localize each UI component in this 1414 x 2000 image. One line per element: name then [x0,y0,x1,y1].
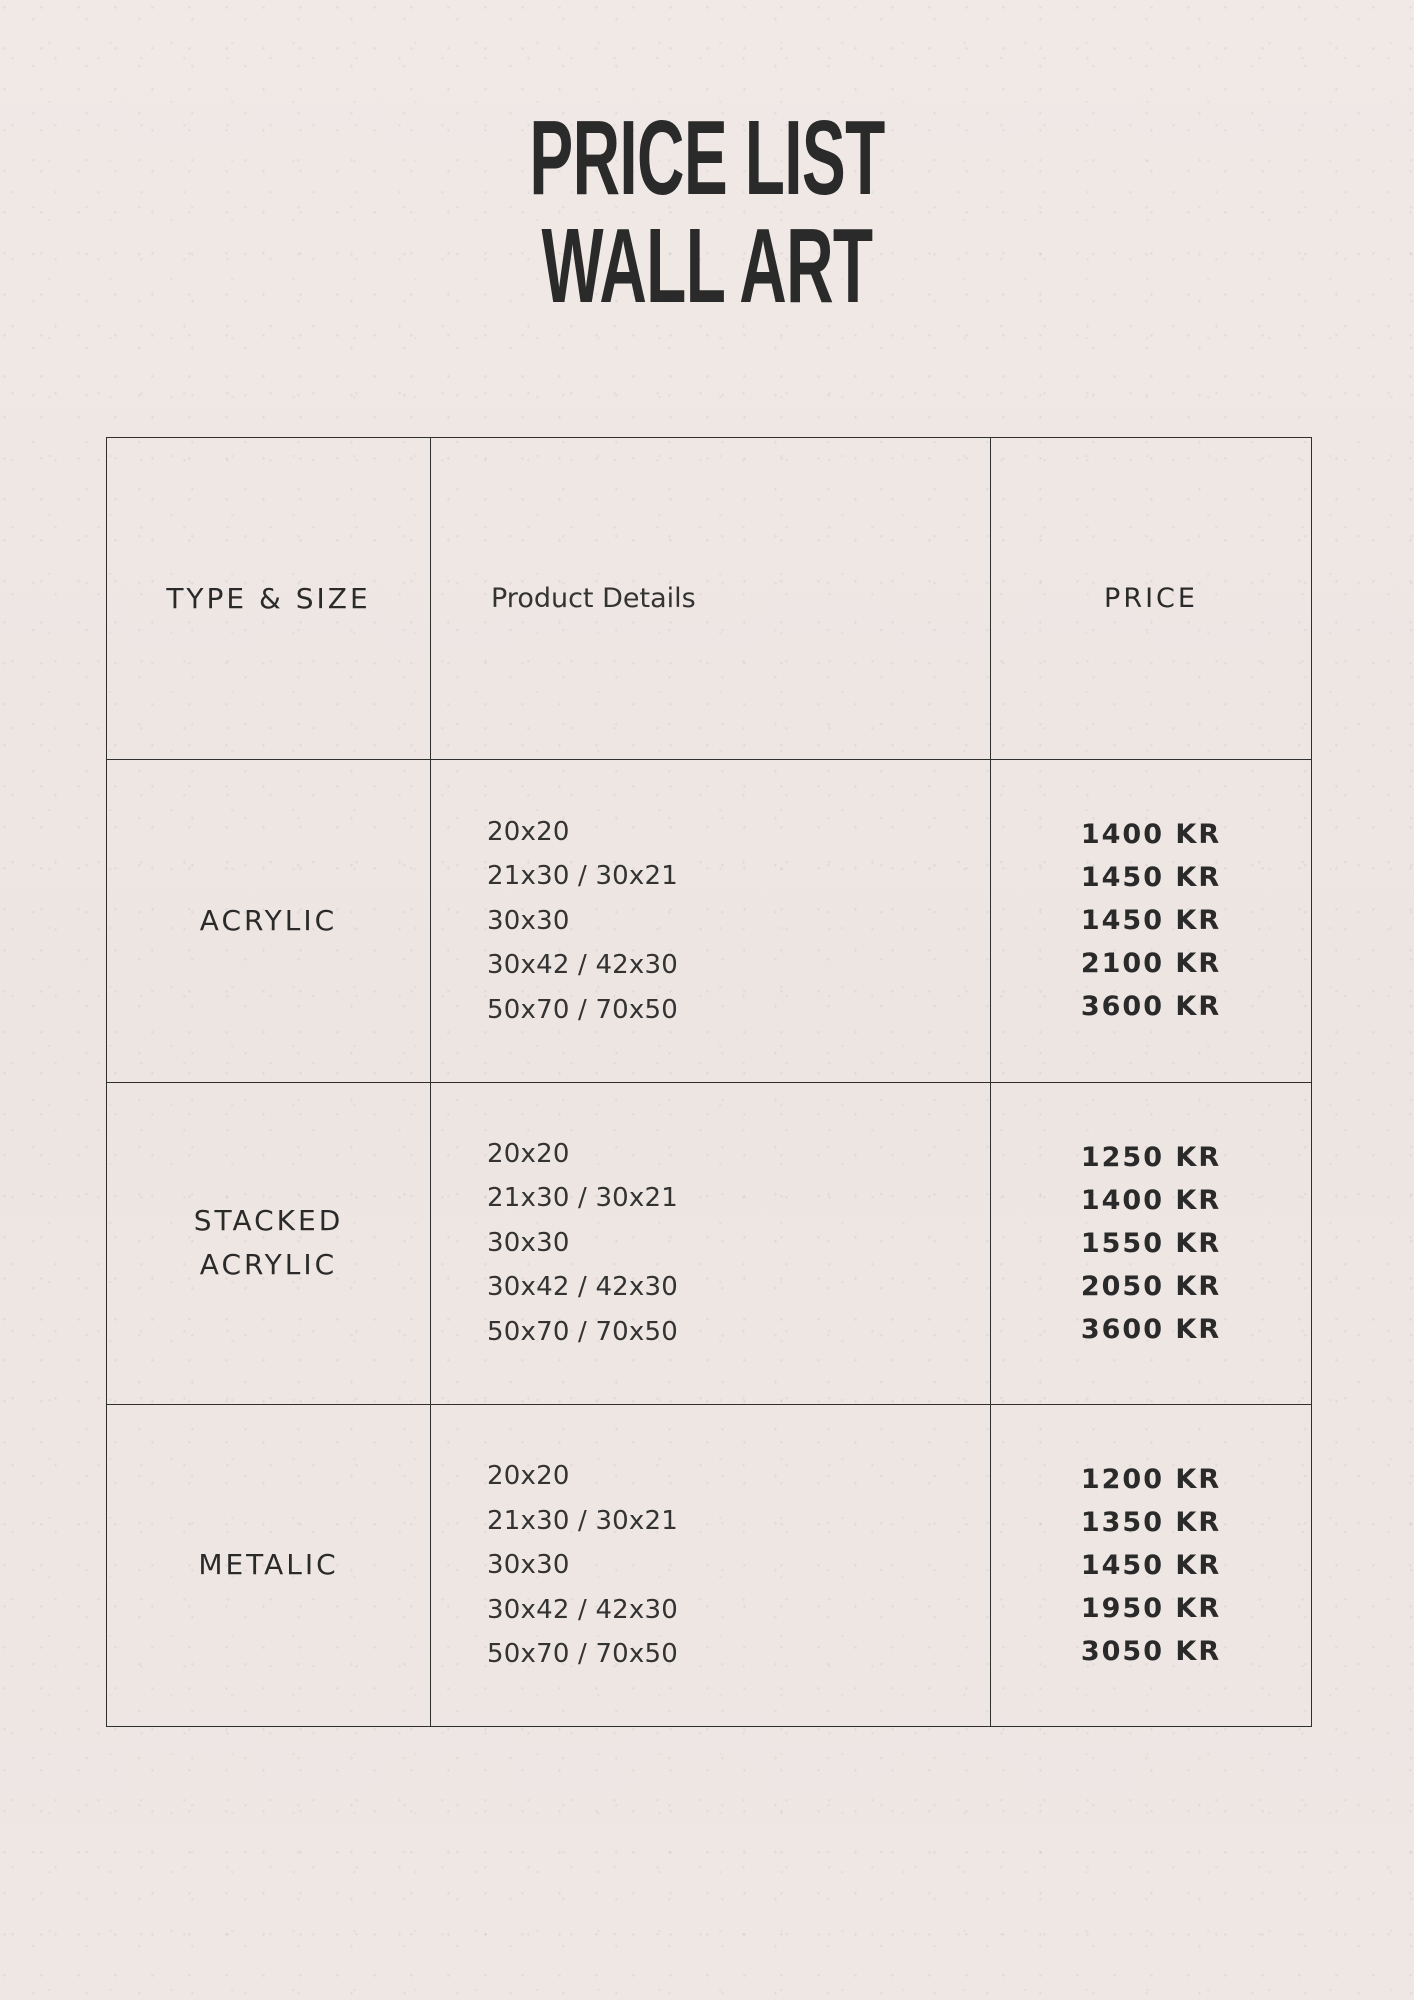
table-row-acrylic [107,760,1312,1082]
size-item: 50x70 / 70x50 [487,994,678,1025]
table-row-stacked-acrylic [107,1082,1312,1404]
size-item: 21x30 / 30x21 [487,861,678,892]
type-label: ACRYLIC [199,903,338,937]
title-line-1: PRICE LIST [529,99,885,217]
size-item: 30x30 [487,1227,570,1258]
size-item: 30x30 [487,905,570,936]
price-item: 3600 KR [1080,991,1222,1023]
size-item: 21x30 / 30x21 [487,1183,678,1214]
price-item: 1400 KR [1080,1184,1222,1216]
type-cell [107,760,431,1082]
type-label: METALIC [198,1548,339,1582]
price-item: 1550 KR [1080,1227,1222,1259]
price-cell [991,1404,1312,1726]
price-cell [991,1082,1312,1404]
header-type-size: TYPE & SIZE [107,438,431,760]
price-item: 3050 KR [1080,1635,1222,1667]
price-item: 1250 KR [1080,1141,1222,1173]
size-item: 50x70 / 70x50 [487,1316,678,1347]
table-header-row [107,438,1312,760]
price-table [106,437,1312,1727]
price-item: 1350 KR [1080,1506,1222,1538]
type-label: ACRYLIC [199,1248,338,1282]
price-item: 1200 KR [1080,1463,1222,1495]
price-cell [991,760,1312,1082]
header-price: PRICE [991,438,1312,760]
size-item: 20x20 [487,1461,570,1492]
price-item: 1950 KR [1080,1592,1222,1624]
title-line-2: WALL ART [541,207,873,325]
size-item: 30x42 / 42x30 [487,950,678,981]
size-item: 30x42 / 42x30 [487,1594,678,1625]
details-cell [431,1404,991,1726]
details-cell [431,760,991,1082]
type-cell [107,1082,431,1404]
page-title [0,99,1414,325]
details-cell [431,1082,991,1404]
header-product-details: Product Details [431,438,991,760]
size-item: 20x20 [487,816,570,847]
price-item: 1450 KR [1080,862,1222,894]
size-item: 30x30 [487,1550,570,1581]
price-item: 1450 KR [1080,1549,1222,1581]
size-item: 50x70 / 70x50 [487,1639,678,1670]
size-item: 20x20 [487,1138,570,1169]
size-item: 21x30 / 30x21 [487,1505,678,1536]
type-label: STACKED [193,1204,344,1238]
price-item: 3600 KR [1080,1313,1222,1345]
price-item: 1400 KR [1080,819,1222,851]
price-item: 2100 KR [1080,948,1222,980]
type-cell [107,1404,431,1726]
size-item: 30x42 / 42x30 [487,1272,678,1303]
price-item: 2050 KR [1080,1270,1222,1302]
price-item: 1450 KR [1080,905,1222,937]
table-row-metalic [107,1404,1312,1726]
